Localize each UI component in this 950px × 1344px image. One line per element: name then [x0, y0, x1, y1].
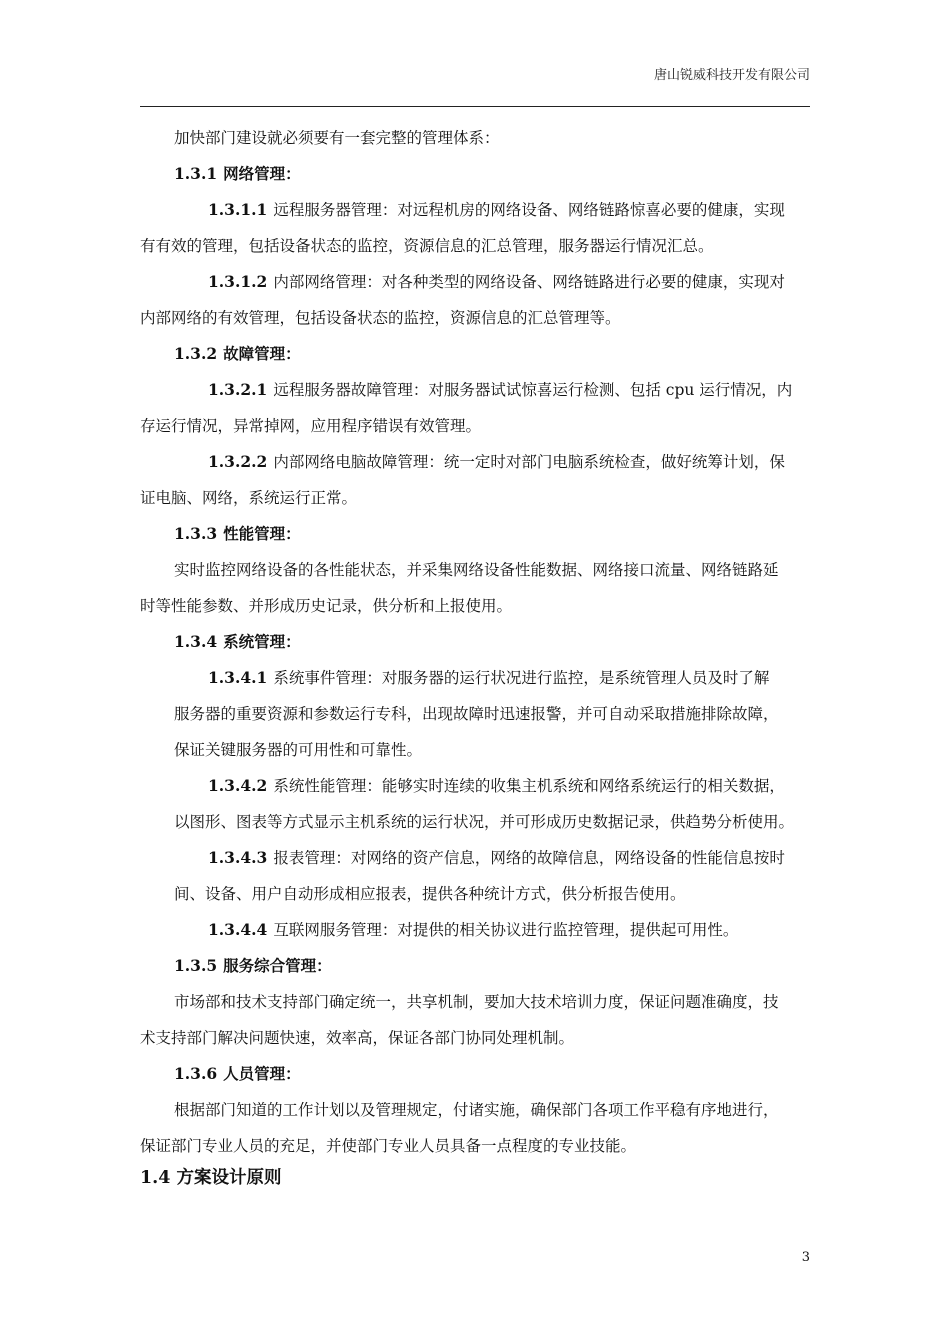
item-text: 远程服务器故障管理：对服务器试试惊喜运行检测、包括 cpu 运行情况，内 [273, 381, 793, 399]
section-title-text: 方案设计原则 [176, 1168, 282, 1188]
heading-title: 人员管理： [223, 1064, 301, 1083]
heading-title: 性能管理： [223, 524, 301, 543]
heading-number: 1.3.5 [174, 956, 218, 975]
para-1-3-4-2-line1 [140, 768, 810, 804]
section-number: 1.4 [140, 1168, 171, 1188]
heading-1-3-5 [140, 948, 810, 984]
header-divider [140, 106, 810, 107]
para-1-3-4-2-line2: 以图形、图表等方式显示主机系统的运行状况，并可形成历史数据记录，供趋势分析使用。 [174, 813, 795, 831]
item-number: 1.3.1.2 [208, 272, 268, 291]
heading-title: 系统管理： [223, 632, 301, 651]
heading-number: 1.3.6 [174, 1064, 218, 1083]
para-1-3-5-line2: 术支持部门解决问题快速，效率高，保证各部门协同处理机制。 [140, 1029, 575, 1047]
item-text: 远程服务器管理：对远程机房的网络设备、网络链路惊喜必要的健康，实现 [273, 201, 785, 219]
heading-title: 服务综合管理： [223, 956, 332, 975]
para-1-3-4-1-line3: 保证关键服务器的可用性和可靠性。 [174, 741, 423, 759]
para-1-3-4-3-line1 [140, 840, 810, 876]
item-text: 内部网络电脑故障管理：统一定时对部门电脑系统检查，做好统筹计划，保 [273, 453, 785, 471]
heading-1-3-2 [140, 336, 810, 372]
heading-title: 故障管理： [223, 344, 301, 363]
para-1-3-2-1-line1 [140, 372, 810, 408]
heading-title: 网络管理： [223, 164, 301, 183]
para-1-3-2-2-line1 [140, 444, 810, 480]
para-1-3-4-1-line2: 服务器的重要资源和参数运行专科，出现故障时迅速报警，并可自动采取措施排除故障， [174, 705, 779, 723]
para-1-3-4-1-line1 [140, 660, 810, 696]
heading-1-3-6 [140, 1056, 810, 1092]
heading-number: 1.3.4 [174, 632, 218, 651]
heading-1-3-4 [140, 624, 810, 660]
para-1-3-6-line1: 根据部门知道的工作计划以及管理规定，付诸实施，确保部门各项工作平稳有序地进行， [174, 1101, 779, 1119]
item-number: 1.3.4.1 [208, 668, 268, 687]
item-text: 系统事件管理：对服务器的运行状况进行监控，是系统管理人员及时了解 [273, 669, 770, 687]
para-1-3-1-1-line2: 有有效的管理，包括设备状态的监控，资源信息的汇总管理，服务器运行情况汇总。 [140, 237, 714, 255]
intro-paragraph: 加快部门建设就必须要有一套完整的管理体系： [174, 129, 500, 147]
para-1-3-3-line2: 时等性能参数、并形成历史记录，供分析和上报使用。 [140, 597, 513, 615]
para-1-3-5-line1: 市场部和技术支持部门确定统一，共享机制，要加大技术培训力度，保证问题准确度，技 [174, 993, 779, 1011]
para-1-3-6-line2: 保证部门专业人员的充足，并使部门专业人员具备一点程度的专业技能。 [140, 1137, 637, 1155]
page-number: 3 [801, 1250, 810, 1265]
heading-number: 1.3.2 [174, 344, 218, 363]
para-1-3-3-line1: 实时监控网络设备的各性能状态，并采集网络设备性能数据、网络接口流量、网络链路延 [174, 561, 779, 579]
item-number: 1.3.4.2 [208, 776, 268, 795]
para-1-3-4-4-line1 [140, 912, 810, 948]
item-number: 1.3.2.2 [208, 452, 268, 471]
item-text: 互联网服务管理：对提供的相关协议进行监控管理，提供起可用性。 [273, 921, 739, 939]
document-body [140, 120, 810, 1164]
heading-number: 1.3.3 [174, 524, 218, 543]
header-company-name: 唐山锐威科技开发有限公司 [653, 68, 810, 83]
para-1-3-1-2-line1 [140, 264, 810, 300]
para-1-3-1-1-line1 [140, 192, 810, 228]
item-text: 内部网络管理：对各种类型的网络设备、网络链路进行必要的健康，实现对 [273, 273, 785, 291]
heading-1-3-3 [140, 516, 810, 552]
para-1-3-2-1-line2: 存运行情况，异常掉网，应用程序错误有效管理。 [140, 417, 482, 435]
para-1-3-1-2-line2: 内部网络的有效管理，包括设备状态的监控，资源信息的汇总管理等。 [140, 309, 621, 327]
heading-number: 1.3.1 [174, 164, 218, 183]
para-1-3-4-3-line2: 间、设备、用户自动形成相应报表，提供各种统计方式，供分析报告使用。 [174, 885, 686, 903]
para-1-3-2-2-line2: 证电脑、网络，系统运行正常。 [140, 489, 358, 507]
item-text: 系统性能管理：能够实时连续的收集主机系统和网络系统运行的相关数据， [273, 777, 785, 795]
item-number: 1.3.2.1 [208, 380, 268, 399]
item-number: 1.3.4.4 [208, 920, 268, 939]
heading-1-3-1 [140, 156, 810, 192]
section-heading-1-4 [140, 1164, 281, 1189]
item-number: 1.3.4.3 [208, 848, 268, 867]
item-text: 报表管理：对网络的资产信息，网络的故障信息，网络设备的性能信息按时 [273, 849, 785, 867]
item-number: 1.3.1.1 [208, 200, 268, 219]
